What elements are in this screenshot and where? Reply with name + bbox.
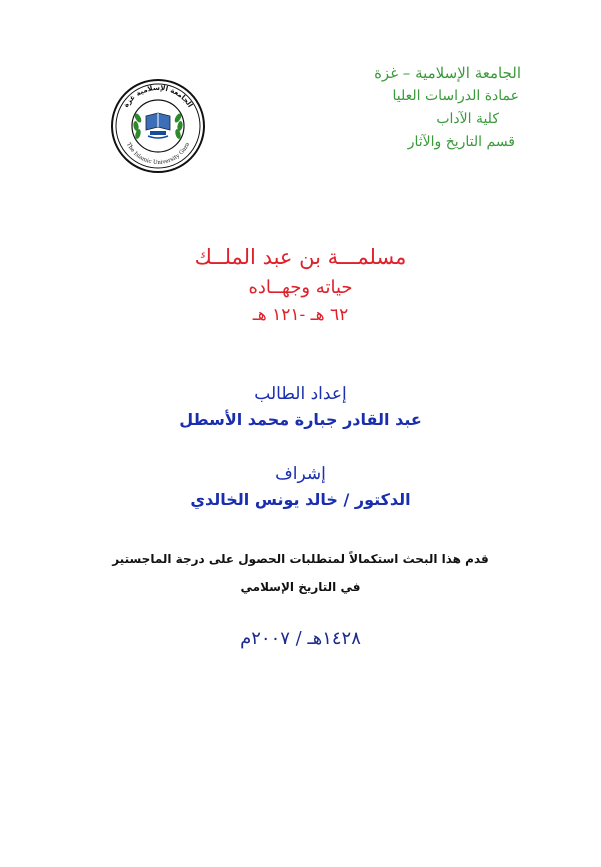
thesis-title: مسلمـــة بن عبد الملــك	[194, 245, 407, 269]
student-name: عبد القادر جبارة محمد الأسطل	[179, 410, 422, 429]
submission-line-2: في التاريخ الإسلامي	[240, 580, 361, 594]
student-label: إعداد الطالب	[254, 384, 347, 404]
supervisor-label: إشراف	[275, 464, 326, 484]
svg-text:الجامعة الإسلامية غزة: الجامعة الإسلامية غزة	[121, 83, 195, 109]
supervisor-name: الدكتور / خالد يونس الخالدي	[190, 490, 411, 509]
university-name: الجامعة الإسلامية – غزة	[374, 64, 521, 82]
svg-text:The Islamic University Gaza: The Islamic University Gaza	[125, 141, 191, 167]
history-department: قسم التاريخ والآثار	[407, 134, 515, 150]
submission-date: ١٤٢٨هـ / ٢٠٠٧م	[240, 628, 361, 649]
university-seal-logo	[110, 78, 206, 174]
graduate-studies-deanship: عمادة الدراسات العليا	[392, 88, 519, 104]
thesis-date-range: ٦٢ هـ -١٢١ هـ	[252, 305, 349, 325]
submission-line-1: قدم هذا البحث استكمالاً لمتطلبات الحصول على درجة الماجستير	[112, 552, 489, 566]
faculty-of-arts: كلية الآداب	[436, 111, 499, 127]
thesis-subtitle: حياته وجهــاده	[248, 277, 353, 298]
